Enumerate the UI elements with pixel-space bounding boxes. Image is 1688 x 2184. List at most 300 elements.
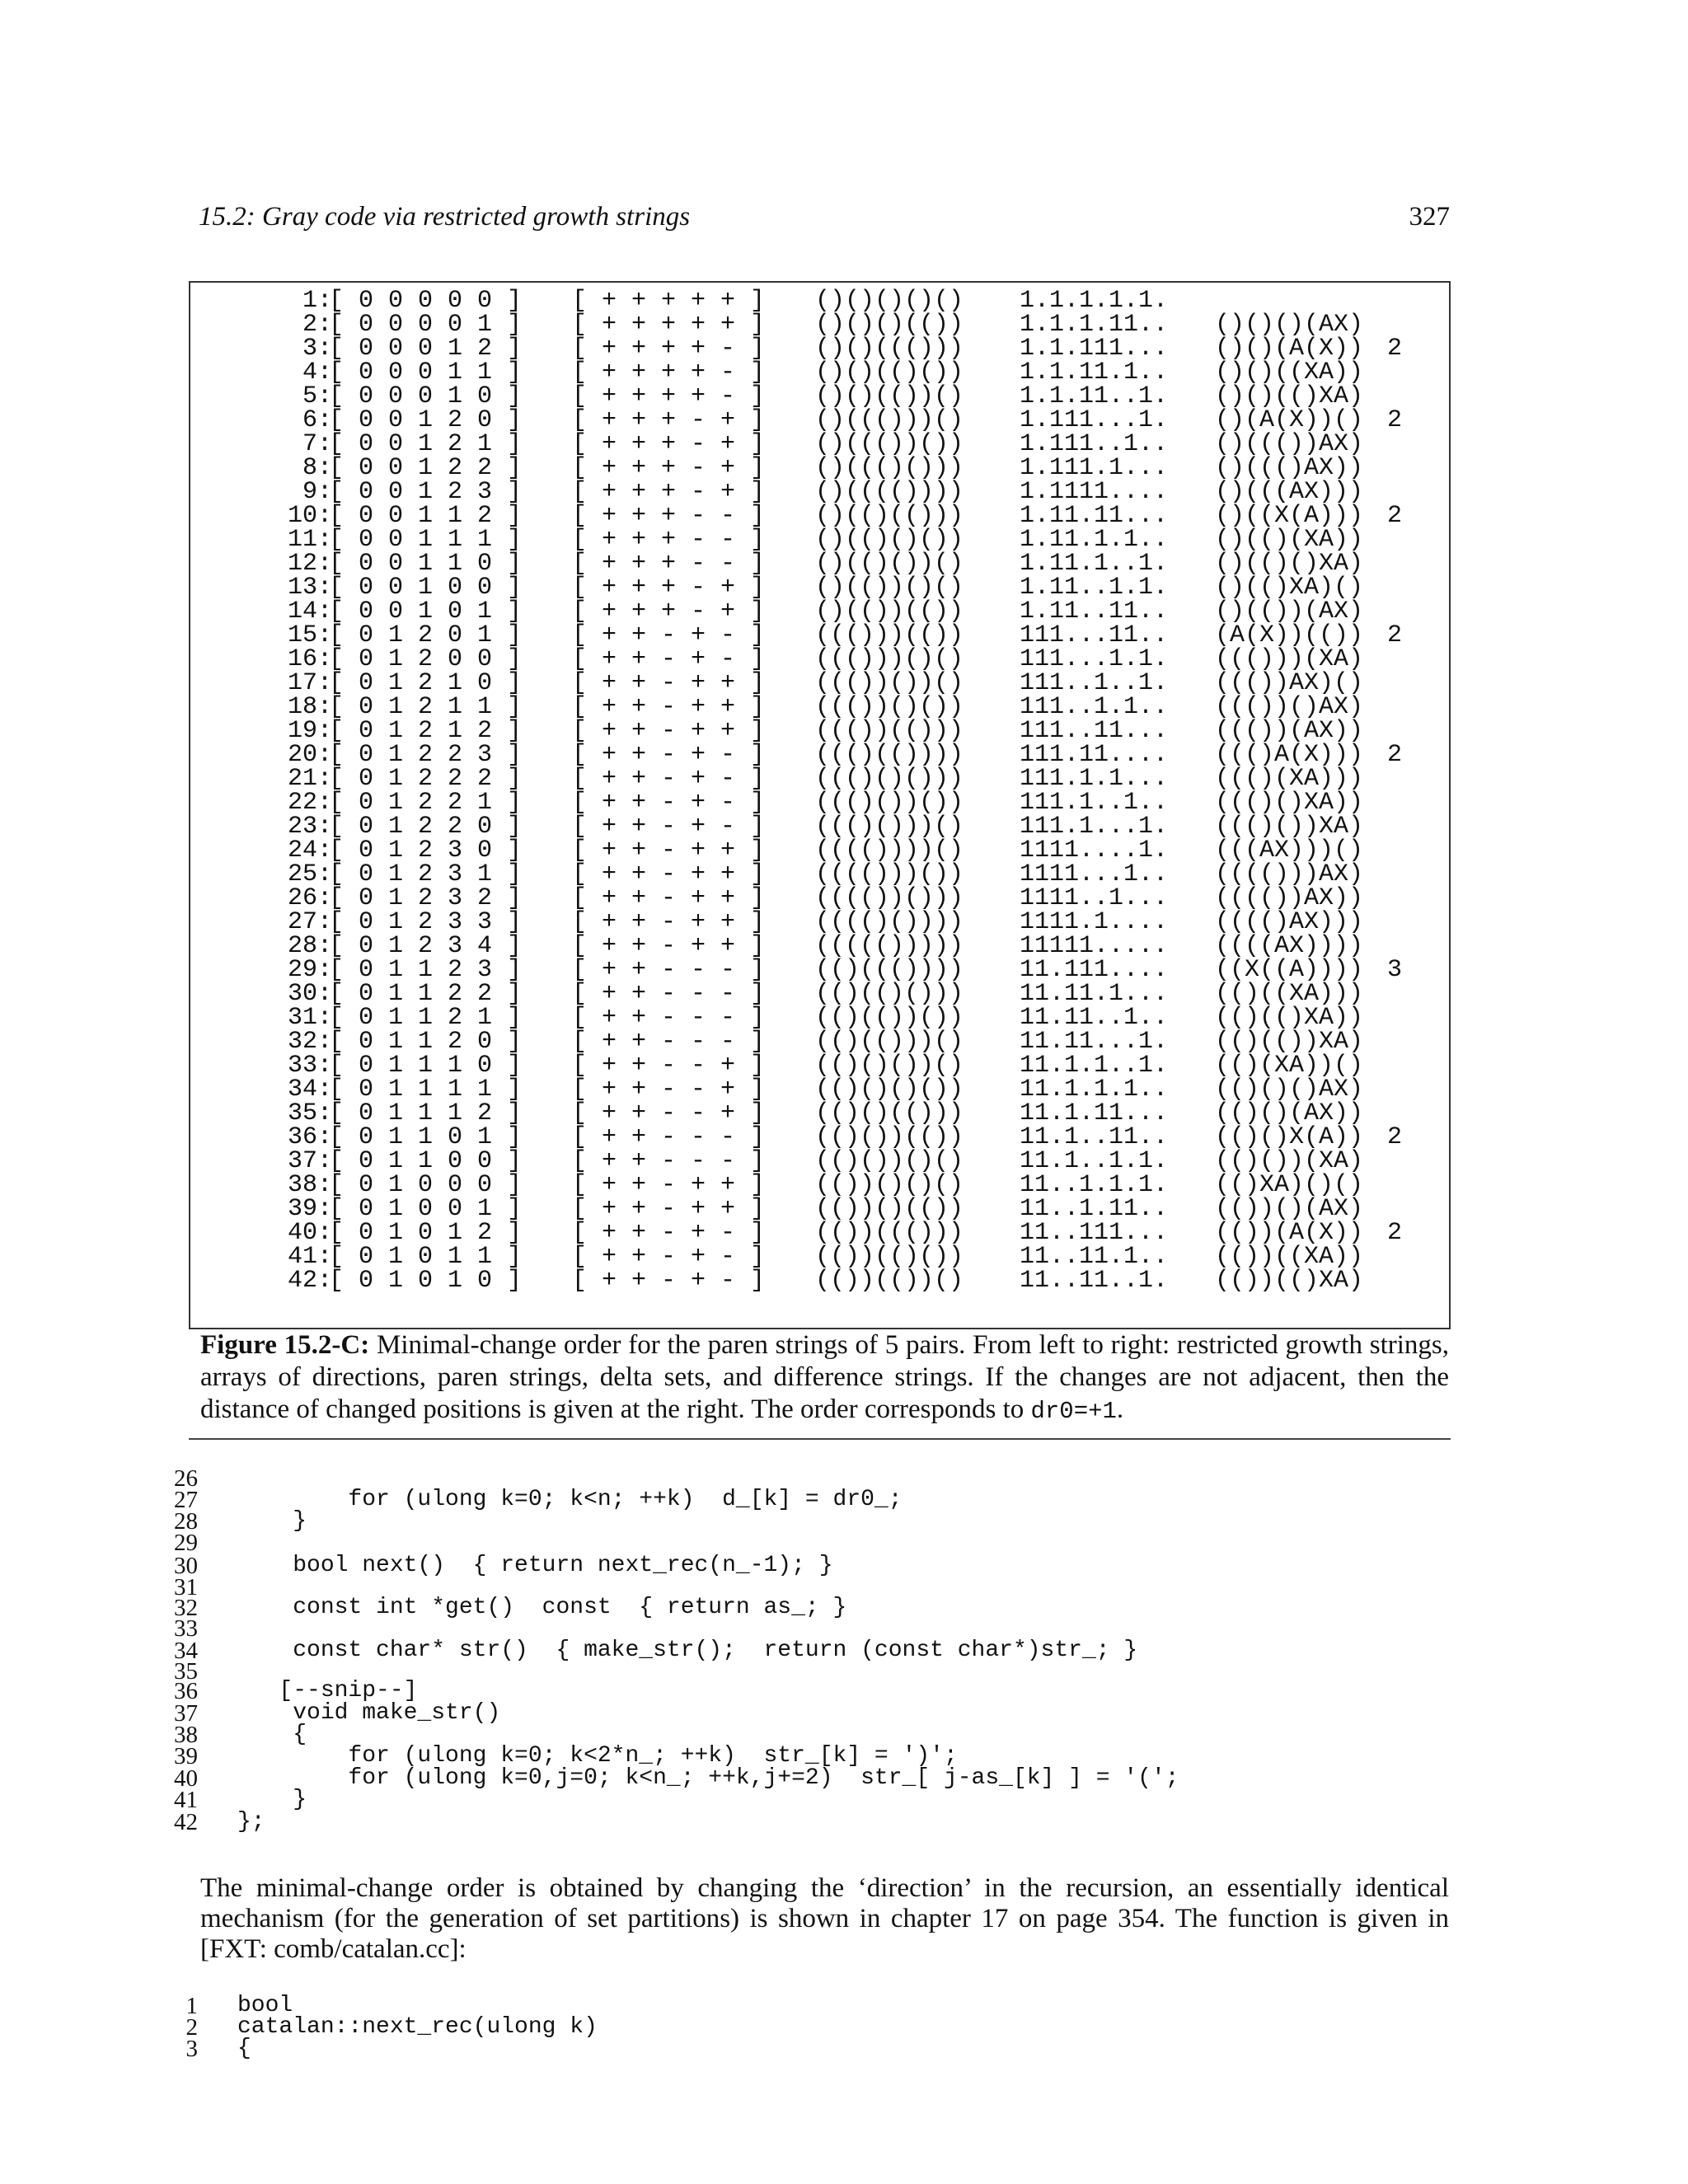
table-row [190,884,1449,912]
paren-string: ()()(())() [815,382,964,410]
body-paragraph: The minimal-change order is obtained by changing the ‘direction’ in the recursion, an essentially identical mechanism (for the generation of set partitions) is shown in chapter 17 on page 354. The function is given in [FXT: comb/catalan.cc]: [200,1873,1449,1964]
direction-array: [ + + + - + ] [572,478,766,506]
line-number: 31 [174,1574,198,1601]
table-row [190,600,1449,624]
code-text: }; [237,1809,265,1835]
difference-string: (())(()XA) [1215,1267,1364,1295]
growth-string: [ 0 1 2 3 4 ] [329,932,523,960]
change-distance: 2 [1387,1123,1403,1151]
page-number: 327 [1409,202,1450,232]
paren-string: (()(()())) [815,980,964,1008]
growth-string: [ 0 0 0 1 0 ] [329,382,523,410]
row-index: 11: [287,526,332,554]
direction-array: [ + + + + - ] [572,335,766,363]
difference-string: ()()(()XA) [1215,382,1364,410]
growth-string: [ 0 1 2 1 0 ] [329,669,523,697]
line-number: 33 [174,1615,198,1642]
line-number: 36 [174,1678,198,1704]
direction-array: [ + + - + - ] [572,765,766,793]
direction-array: [ + + - - - ] [572,956,766,984]
growth-string: [ 0 0 0 0 1 ] [329,311,523,339]
growth-string: [ 0 0 1 0 0 ] [329,574,523,602]
difference-string: ()((()AX)) [1215,454,1364,482]
difference-string: (()((XA))) [1215,980,1364,1008]
paren-string: ((((())))) [815,932,964,960]
row-index: 36: [287,1123,332,1151]
change-distance: 2 [1387,502,1403,530]
delta-set: 111..11... [1020,717,1169,745]
direction-array: [ + + + - + ] [572,406,766,434]
delta-set: 11.1.1..1. [1020,1052,1169,1080]
delta-set: 11.1..1.1. [1020,1147,1169,1175]
growth-string: [ 0 1 1 0 0 ] [329,1147,523,1175]
direction-array: [ + + - - - ] [572,1028,766,1056]
paren-string: ()(())(()) [815,598,964,626]
row-index: 8: [302,454,332,482]
caption-code: dr0=+1 [1030,1398,1117,1425]
direction-array: [ + + - - - ] [572,1123,766,1151]
table-row [190,860,1449,888]
row-index: 37: [287,1147,332,1175]
difference-string: ((()())XA) [1215,813,1364,841]
delta-set: 11.1.11... [1020,1099,1169,1127]
row-index: 4: [302,359,332,387]
row-index: 30: [287,980,332,1008]
growth-string: [ 0 1 1 2 1 ] [329,1004,523,1032]
change-distance: 2 [1387,335,1403,363]
direction-array: [ + + - + + ] [572,837,766,865]
difference-string: ((()(XA))) [1215,765,1364,793]
delta-set: 111.1...1. [1020,813,1169,841]
difference-string: ()((())AX) [1215,430,1364,458]
difference-string: (()(())XA) [1215,1028,1364,1056]
row-index: 2: [302,311,332,339]
delta-set: 1111...1.. [1020,860,1169,888]
difference-string: (())((XA)) [1215,1243,1364,1271]
difference-string: ()(((AX))) [1215,478,1364,506]
paren-string: ((()(()))) [815,741,964,769]
delta-set: 11.11.1... [1020,980,1169,1008]
paren-string: (())((())) [815,1219,964,1247]
difference-string: ()()((XA)) [1215,359,1364,387]
growth-string: [ 0 1 2 1 1 ] [329,693,523,721]
line-number: 29 [174,1530,198,1556]
difference-string: ((()A(X))) [1215,741,1364,769]
difference-string: ((((AX)))) [1215,932,1364,960]
growth-string: [ 0 0 1 2 1 ] [329,430,523,458]
difference-string: ((())()AX) [1215,693,1364,721]
change-distance: 2 [1387,1219,1403,1247]
row-index: 3: [302,335,332,363]
row-index: 33: [287,1052,332,1080]
delta-set: 1.1.1.11.. [1020,311,1169,339]
table-row [190,504,1449,528]
direction-array: [ + + - + - ] [572,789,766,817]
growth-string: [ 0 0 0 0 0 ] [329,287,523,315]
line-number: 2 [185,2014,198,2041]
difference-string: (()())(XA) [1215,1147,1364,1175]
paren-string: ()()((())) [815,335,964,363]
code-text: { [237,1722,307,1747]
figure-caption [200,1329,1449,1427]
paren-string: ((()))()() [815,645,964,673]
growth-string: [ 0 0 1 1 1 ] [329,526,523,554]
code-text: [--snip--] [237,1678,418,1704]
paren-string: ((())())() [815,669,964,697]
paren-string: (()())(()) [815,1123,964,1151]
table-row [190,645,1449,673]
direction-array: [ + + - - - ] [572,1147,766,1175]
delta-set: 11.1..11.. [1020,1123,1169,1151]
delta-set: 1.11..11.. [1020,598,1169,626]
table-row [190,1245,1449,1269]
delta-set: 11..1.11.. [1020,1195,1169,1223]
table-row [190,908,1449,936]
difference-string: (()XA)()() [1215,1171,1364,1199]
row-index: 21: [287,765,332,793]
direction-array: [ + + - + + ] [572,908,766,936]
difference-string: (()()()AX) [1215,1076,1364,1104]
difference-string: ()(A(X))() [1215,406,1364,434]
row-index: 29: [287,956,332,984]
direction-array: [ + + - + - ] [572,645,766,673]
paren-string: (())(())() [815,1267,964,1295]
growth-string: [ 0 1 2 2 1 ] [329,789,523,817]
difference-string: (())()(AX) [1215,1195,1364,1223]
growth-string: [ 0 1 2 3 3 ] [329,908,523,936]
row-index: 6: [302,406,332,434]
delta-set: 111.1..1.. [1020,789,1169,817]
delta-set: 11.1.1.1.. [1020,1076,1169,1104]
difference-string: (()(()XA)) [1215,1004,1364,1032]
paren-string: ((()()))() [815,813,964,841]
difference-string: (()()X(A)) [1215,1123,1364,1151]
row-index: 23: [287,813,332,841]
line-number: 28 [174,1508,198,1535]
row-index: 13: [287,574,332,602]
delta-set: 11..11..1. [1020,1267,1169,1295]
paren-string: (())()(()) [815,1195,964,1223]
delta-set: 1.1.11..1. [1020,382,1169,410]
paren-string: ((()))(()) [815,621,964,649]
delta-set: 1111.1.... [1020,908,1169,936]
direction-array: [ + + - + - ] [572,813,766,841]
growth-string: [ 0 0 0 1 2 ] [329,335,523,363]
direction-array: [ + + - + - ] [572,741,766,769]
code-line [0,1809,1688,1835]
table-row [190,1171,1449,1199]
difference-string: (()(XA))() [1215,1052,1364,1080]
row-index: 1: [302,287,332,315]
table-row [190,382,1449,410]
direction-array: [ + + + - - ] [572,502,766,530]
line-number: 41 [174,1787,198,1813]
delta-set: 111.1.1... [1020,765,1169,793]
growth-string: [ 0 1 1 1 0 ] [329,1052,523,1080]
delta-set: 111..1..1. [1020,669,1169,697]
paren-string: (()(())()) [815,1004,964,1032]
row-index: 42: [287,1267,332,1295]
paren-string: (()(()))() [815,1028,964,1056]
table-row [190,313,1449,337]
paren-string: ()(()()()) [815,526,964,554]
growth-string: [ 0 1 2 3 1 ] [329,860,523,888]
code-line [0,2036,1688,2062]
paren-string: (((())))() [815,837,964,865]
table-row [190,289,1449,313]
table-row [190,337,1449,361]
line-number: 34 [174,1638,198,1664]
row-index: 40: [287,1219,332,1247]
delta-set: 1.11..1.1. [1020,574,1169,602]
growth-string: [ 0 1 1 2 3 ] [329,956,523,984]
delta-set: 1.11.11... [1020,502,1169,530]
growth-string: [ 0 1 0 0 1 ] [329,1195,523,1223]
growth-string: [ 0 1 2 3 0 ] [329,837,523,865]
change-distance: 2 [1387,406,1403,434]
difference-string: ((()()XA)) [1215,789,1364,817]
paren-string: (()()()()) [815,1076,964,1104]
row-index: 20: [287,741,332,769]
code-text: } [237,1787,307,1812]
paren-string: ()()(()()) [815,359,964,387]
row-index: 22: [287,789,332,817]
direction-array: [ + + - + + ] [572,932,766,960]
difference-string: (((())AX)) [1215,884,1364,912]
table-row [190,430,1449,458]
delta-set: 1.1111.... [1020,478,1169,506]
paren-string: ((()()())) [815,765,964,793]
direction-array: [ + + - + + ] [572,717,766,745]
change-distance: 3 [1387,956,1403,984]
direction-array: [ + + - + + ] [572,860,766,888]
difference-string: (((AX)))() [1215,837,1364,865]
caption-text: Minimal-change order for the paren strings of 5 pairs. From left to right: restricted growth strings, arrays of directions, paren strings, delta sets, and difference strings. If the changes are not adjacent, then the distance of changed positions is given at the right. The order corresponds to [200,1330,1450,1424]
delta-set: 1.111...1. [1020,406,1169,434]
direction-array: [ + + - + + ] [572,669,766,697]
code-text: for (ulong k=0; k<n; ++k) d_[k] = dr0_; [237,1487,903,1512]
caption-label: Figure 15.2-C: [200,1330,370,1360]
direction-array: [ + + + + - ] [572,359,766,387]
row-index: 17: [287,669,332,697]
paren-string: (()())()() [815,1147,964,1175]
table-row [190,669,1449,697]
running-head [199,202,1450,241]
difference-string: (A(X))(()) [1215,621,1364,649]
growth-string: [ 0 0 1 2 2 ] [329,454,523,482]
row-index: 25: [287,860,332,888]
paren-string: ()(())()() [815,574,964,602]
row-index: 39: [287,1195,332,1223]
growth-string: [ 0 1 0 1 1 ] [329,1243,523,1271]
growth-string: [ 0 1 1 1 1 ] [329,1076,523,1104]
table-row [190,552,1449,576]
code-text: void make_str() [237,1700,501,1726]
paren-string: (())(()()) [815,1243,964,1271]
table-row [190,1099,1449,1127]
growth-string: [ 0 1 2 0 1 ] [329,621,523,649]
code-text: for (ulong k=0,j=0; k<n_; ++k,j+=2) str_[ j-as_[k] ] = '('; [237,1765,1179,1791]
direction-array: [ + + - + + ] [572,1195,766,1223]
line-number: 42 [174,1809,198,1835]
caption-rule [189,1438,1451,1440]
row-index: 7: [302,430,332,458]
direction-array: [ + + - + + ] [572,1171,766,1199]
direction-array: [ + + + - - ] [572,526,766,554]
figure-table [189,281,1451,1329]
difference-string: ((())(AX)) [1215,717,1364,745]
delta-set: 1111..1... [1020,884,1169,912]
row-index: 38: [287,1171,332,1199]
direction-array: [ + + - - + ] [572,1076,766,1104]
line-number: 26 [174,1465,198,1492]
row-index: 28: [287,932,332,960]
paren-string: (()((()))) [815,956,964,984]
line-number: 39 [174,1743,198,1769]
code-text: catalan::next_rec(ulong k) [237,2014,598,2040]
code-text: { [237,2036,251,2061]
paren-string: ()()()(()) [815,311,964,339]
growth-string: [ 0 1 1 1 2 ] [329,1099,523,1127]
growth-string: [ 0 0 1 2 3 ] [329,478,523,506]
direction-array: [ + + - + - ] [572,621,766,649]
code-text: const char* str() { make_str(); return (const char*)str_; } [237,1638,1138,1663]
direction-array: [ + + + - + ] [572,430,766,458]
difference-string: ((()))(XA) [1215,645,1364,673]
difference-string: (())(A(X)) [1215,1219,1364,1247]
delta-set: 1.11.1..1. [1020,550,1169,578]
growth-string: [ 0 1 2 0 0 ] [329,645,523,673]
difference-string: ()(()(XA)) [1215,526,1364,554]
line-number: 40 [174,1765,198,1792]
row-index: 24: [287,837,332,865]
table-row [190,982,1449,1006]
paren-string: ((())(())) [815,717,964,745]
table-row [190,576,1449,600]
growth-string: [ 0 1 2 3 2 ] [329,884,523,912]
row-index: 9: [302,478,332,506]
code-text: const int *get() const { return as_; } [237,1595,847,1620]
paren-string: ((()())()) [815,789,964,817]
direction-array: [ + + + - + ] [572,574,766,602]
direction-array: [ + + - + + ] [572,693,766,721]
row-index: 19: [287,717,332,745]
paren-string: ((())()()) [815,693,964,721]
row-index: 12: [287,550,332,578]
difference-string: ()((X(A))) [1215,502,1364,530]
paren-string: (())()()() [815,1171,964,1199]
row-index: 26: [287,884,332,912]
code-text: bool next() { return next_rec(n_-1); } [237,1553,833,1578]
growth-string: [ 0 1 0 1 2 ] [329,1219,523,1247]
table-row [190,1123,1449,1151]
direction-array: [ + + + - + ] [572,454,766,482]
table-row [190,791,1449,815]
delta-set: 111.11.... [1020,741,1169,769]
code-text: bool [237,1993,293,2018]
delta-set: 1.1.1.1.1. [1020,287,1169,315]
delta-set: 11.11..1.. [1020,1004,1169,1032]
growth-string: [ 0 0 1 2 0 ] [329,406,523,434]
growth-string: [ 0 0 1 1 0 ] [329,550,523,578]
delta-set: 111...11.. [1020,621,1169,649]
line-number: 35 [174,1658,198,1685]
delta-set: 11..111... [1020,1219,1169,1247]
difference-string: ()(()XA)() [1215,574,1364,602]
direction-array: [ + + + - + ] [572,598,766,626]
row-index: 14: [287,598,332,626]
table-row [190,528,1449,552]
table-row [190,1030,1449,1054]
growth-string: [ 0 0 1 0 1 ] [329,598,523,626]
delta-set: 11.111.... [1020,956,1169,984]
table-row [190,454,1449,482]
direction-array: [ + + - - + ] [572,1052,766,1080]
line-number: 32 [174,1595,198,1621]
direction-array: [ + + + + + ] [572,311,766,339]
table-row [190,1078,1449,1102]
direction-array: [ + + - + + ] [572,884,766,912]
paren-string: (()()())() [815,1052,964,1080]
delta-set: 11..11.1.. [1020,1243,1169,1271]
paren-string: ()(()())() [815,550,964,578]
difference-string: ()(())(AX) [1215,598,1364,626]
table-row [190,1197,1449,1221]
table-row [190,1221,1449,1245]
table-row [190,406,1449,434]
difference-string: (((()))AX) [1215,860,1364,888]
row-index: 32: [287,1028,332,1056]
direction-array: [ + + - - - ] [572,980,766,1008]
difference-string: (()()(AX)) [1215,1099,1364,1127]
paren-string: (()()(())) [815,1099,964,1127]
paren-string: ()((()())) [815,454,964,482]
row-index: 31: [287,1004,332,1032]
table-row [190,693,1449,721]
line-number: 38 [174,1722,198,1748]
row-index: 10: [287,502,332,530]
table-row [190,958,1449,982]
table-row [190,1054,1449,1078]
line-number: 37 [174,1700,198,1727]
growth-string: [ 0 1 2 2 2 ] [329,765,523,793]
delta-set: 1.1.11.1.. [1020,359,1169,387]
growth-string: [ 0 1 2 2 3 ] [329,741,523,769]
row-index: 27: [287,908,332,936]
difference-string: ()()()(AX) [1215,311,1364,339]
table-row [190,743,1449,767]
row-index: 15: [287,621,332,649]
table-row [190,1006,1449,1030]
row-index: 41: [287,1243,332,1271]
table-row [190,839,1449,863]
paren-string: ()(()(())) [815,502,964,530]
paren-string: ()(((()))) [815,478,964,506]
row-index: 16: [287,645,332,673]
table-row [190,932,1449,960]
line-number: 27 [174,1487,198,1513]
delta-set: 1.111.1... [1020,454,1169,482]
growth-string: [ 0 1 1 0 1 ] [329,1123,523,1151]
direction-array: [ + + - + - ] [572,1267,766,1295]
code-text: } [237,1508,307,1534]
delta-set: 11.11...1. [1020,1028,1169,1056]
paren-string: (((()()))) [815,908,964,936]
difference-string: ((X((A)))) [1215,956,1364,984]
line-number: 1 [185,1993,198,2019]
caption-end: . [1116,1394,1124,1424]
table-row [190,719,1449,743]
